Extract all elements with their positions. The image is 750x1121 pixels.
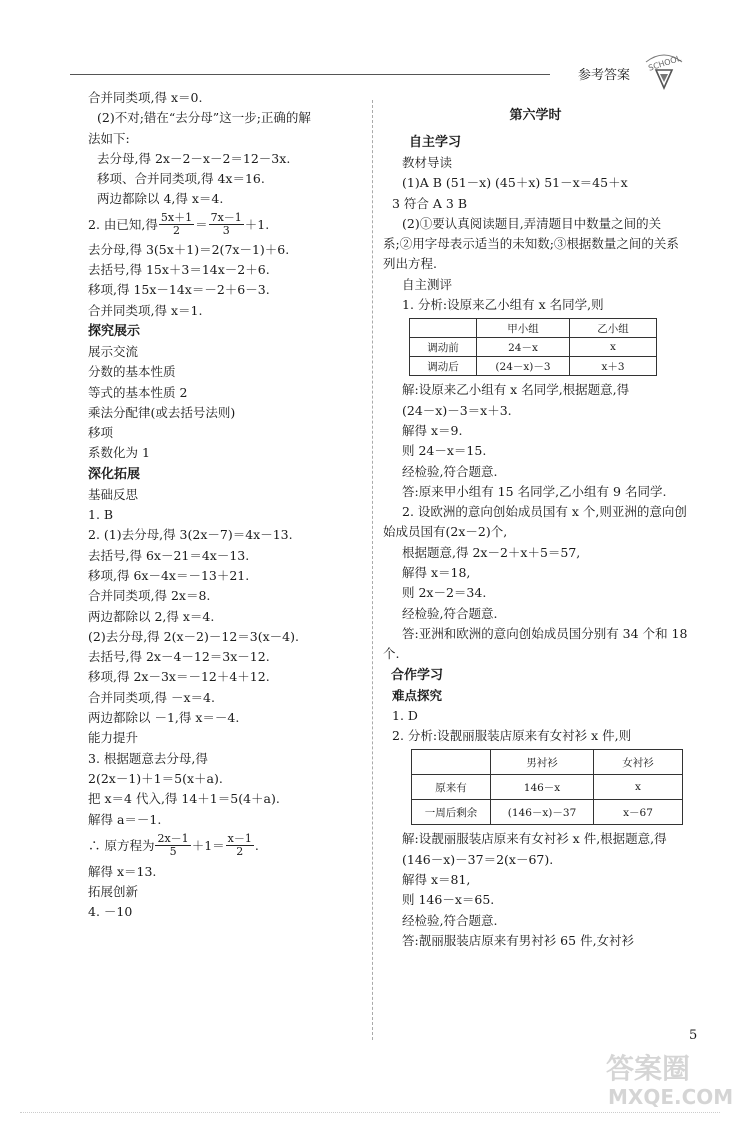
- answer-line: 两边都除以 2,得 x＝4.: [88, 608, 215, 624]
- answer-line: 等式的基本性质 2: [88, 384, 188, 400]
- answer-line: 两边都除以 －1,得 x＝－4.: [88, 710, 240, 726]
- denominator: 2: [236, 845, 244, 859]
- numerator: 5x＋1: [160, 211, 193, 225]
- answer-line: 则 2x－2＝34.: [402, 585, 487, 601]
- answer-line: 则 24－x＝15.: [402, 443, 487, 459]
- answer-line: 解得 x＝13.: [88, 863, 157, 879]
- answer-line: 3 符合 A 3 B: [392, 195, 468, 211]
- answer-line: 经检验,符合题意.: [402, 463, 498, 479]
- answer-line: (24－x)－3＝x＋3.: [402, 402, 512, 418]
- answer-line: 解得 a＝－1.: [88, 811, 162, 827]
- table-cell: 调动前: [410, 338, 477, 357]
- table-cell: x＋3: [570, 357, 657, 376]
- lesson-title: 第六学时: [509, 108, 562, 123]
- answer-line: 解得 x＝81,: [402, 872, 471, 888]
- table-cell: (24－x)－3: [477, 357, 570, 376]
- answer-line: 去分母,得 2x－2－x－2＝12－3x.: [97, 150, 291, 166]
- answer-line: 系数化为 1: [88, 445, 150, 461]
- numerator: 7x－1: [210, 211, 242, 225]
- answer-paragraph: 2. 设欧洲的意向创始成员国有 x 个,则亚洲的意向创始成员国有(2x－2)个,: [383, 504, 687, 540]
- fraction: [159, 212, 194, 237]
- section-heading: 探究展示: [88, 323, 141, 339]
- equation-suffix: .: [254, 837, 259, 853]
- denominator: 3: [222, 224, 230, 238]
- answer-line: (1)A B (51－x) (45＋x) 51－x＝45＋x: [402, 175, 628, 191]
- answer-line: 4. －10: [88, 904, 133, 920]
- bottom-rule: [20, 1112, 720, 1113]
- equation-suffix: ＋1.: [244, 216, 270, 232]
- answer-line: (2)不对;错在“去分母”这一步;正确的解: [97, 110, 311, 126]
- equation-prefix: 2. 由已知,得: [88, 216, 158, 232]
- answer-paragraph: 答:亚洲和欧洲的意向创始成员国分别有 34 个和 18 个.: [383, 625, 688, 662]
- answer-line: 解:设原来乙小组有 x 名同学,根据题意,得: [402, 382, 630, 398]
- answer-line: 去括号,得 15x＋3＝14x－2＋6.: [88, 262, 270, 278]
- answer-line: 根据题意,得 2x－2＋x＋5＝57,: [402, 544, 581, 560]
- table-cell: 调动后: [410, 357, 477, 376]
- numerator: 2x－1: [157, 832, 189, 846]
- table-cell: (146－x)－37: [491, 800, 594, 825]
- column-divider: [372, 100, 373, 1040]
- equation-line: [88, 210, 368, 240]
- left-column: [88, 88, 368, 923]
- table-header: 男衬衫: [491, 750, 594, 775]
- equals-sign: ＝: [195, 216, 208, 232]
- section-heading: 合作学习: [391, 667, 444, 683]
- table-header: [410, 319, 477, 338]
- table-header: 女衬衫: [594, 750, 683, 775]
- answer-line: 移项、合并同类项,得 4x＝16.: [97, 171, 265, 187]
- answer-line: 移项,得 2x－3x＝－12＋4＋12.: [88, 669, 270, 685]
- section-heading: 深化拓展: [88, 466, 141, 482]
- answer-line: 经检验,符合题意.: [402, 605, 498, 621]
- answer-line: 展示交流: [88, 343, 139, 359]
- numerator: x－1: [227, 832, 252, 846]
- answer-line: (146－x)－37＝2(x－67).: [402, 851, 554, 867]
- answer-line: 1. D: [392, 707, 418, 723]
- answer-line: 移项: [88, 425, 114, 441]
- answer-line: 两边都除以 4,得 x＝4.: [97, 191, 224, 207]
- fraction: [226, 833, 254, 858]
- fraction: [155, 833, 190, 858]
- answer-paragraph: (2)①要认真阅读题目,弄清题目中数量之间的关系;②用字母表示适当的未知数;③根据数量之间的关系列出方程.: [383, 215, 679, 272]
- subsection-heading: 基础反思: [88, 486, 139, 502]
- answer-line: 2(2x－1)＋1＝5(x＋a).: [88, 770, 223, 786]
- table-cell: x－67: [594, 800, 683, 825]
- table-header: [412, 750, 491, 775]
- answer-line: 把 x＝4 代入,得 14＋1＝5(4＋a).: [88, 791, 280, 807]
- answer-line: 2. 分析:设靓丽服装店原来有女衬衫 x 件,则: [392, 728, 632, 744]
- table-cell: 146－x: [491, 775, 594, 800]
- answer-line: 3. 根据题意去分母,得: [88, 750, 208, 766]
- page-number: 5: [689, 1028, 698, 1043]
- table-header: 甲小组: [477, 319, 570, 338]
- answer-line: 乘法分配律(或去括号法则): [88, 404, 236, 420]
- answer-line: 法如下:: [88, 130, 130, 146]
- equation-prefix: ∴ 原方程为: [88, 837, 155, 853]
- table-cell: x: [570, 338, 657, 357]
- answer-paragraph: 答:原来甲小组有 15 名同学,乙小组有 9 名同学.: [402, 483, 667, 499]
- subsection-heading: 自主测评: [402, 276, 453, 292]
- table-cell: 一周后剩余: [412, 800, 491, 825]
- subsection-heading: 拓展创新: [88, 884, 139, 900]
- answer-line: 答:靓丽服装店原来有男衬衫 65 件,女衬衫: [402, 932, 635, 948]
- equation-middle: ＋1＝: [191, 837, 225, 853]
- table-cell: 原来有: [412, 775, 491, 800]
- answer-paragraph: 解:设靓丽服装店原来有女衬衫 x 件,根据题意,得: [402, 831, 667, 847]
- svg-text:SCHOOL: SCHOOL: [647, 53, 683, 73]
- answer-line: 1. B: [88, 507, 114, 523]
- answer-line: 移项,得 15x－14x＝－2＋6－3.: [88, 282, 270, 298]
- subsection-heading: 难点探究: [392, 687, 443, 703]
- answer-line: 解得 x＝9.: [402, 422, 463, 438]
- table-header: 乙小组: [570, 319, 657, 338]
- table-cell: 24－x: [477, 338, 570, 357]
- table-cell: x: [594, 775, 683, 800]
- answer-line: 则 146－x＝65.: [402, 892, 495, 908]
- fraction: [209, 212, 244, 237]
- answer-line: 合并同类项,得 －x＝4.: [88, 689, 215, 705]
- header-title: 参考答案: [578, 68, 631, 83]
- section-heading: 自主学习: [409, 135, 462, 150]
- answer-line: 分数的基本性质: [88, 364, 176, 380]
- answer-line: 经检验,符合题意.: [402, 912, 498, 928]
- answer-line: 合并同类项,得 x＝0.: [88, 90, 203, 105]
- answer-line: 合并同类项,得 x＝1.: [88, 302, 203, 318]
- answer-line: 解得 x＝18,: [402, 565, 471, 581]
- answer-line: 1. 分析:设原来乙小组有 x 名同学,则: [402, 297, 604, 313]
- subsection-heading: 能力提升: [88, 730, 139, 746]
- data-table: [411, 749, 683, 825]
- answer-line: 去括号,得 6x－21＝4x－13.: [88, 547, 250, 563]
- watermark-line2: MXQE.COM: [608, 1085, 734, 1109]
- watermark-logo: [590, 1040, 740, 1115]
- data-table: [409, 318, 657, 376]
- watermark-line1: 答案圈: [606, 1052, 691, 1085]
- header-rule: [70, 74, 550, 75]
- subsection-heading: 教材导读: [402, 155, 453, 170]
- answer-line: 去分母,得 3(5x＋1)＝2(7x－1)＋6.: [88, 241, 290, 257]
- answer-line: 移项,得 6x－4x＝－13＋21.: [88, 567, 250, 583]
- denominator: 5: [169, 845, 177, 859]
- answer-line: (2)去分母,得 2(x－2)－12＝3(x－4).: [88, 628, 299, 644]
- answer-line: 去括号,得 2x－4－12＝3x－12.: [88, 649, 270, 665]
- answer-line: 2. (1)去分母,得 3(2x－7)＝4x－13.: [88, 527, 293, 543]
- right-column: [383, 88, 688, 951]
- answer-line: 合并同类项,得 2x＝8.: [88, 588, 211, 604]
- equation-line: [88, 830, 368, 862]
- denominator: 2: [172, 224, 180, 238]
